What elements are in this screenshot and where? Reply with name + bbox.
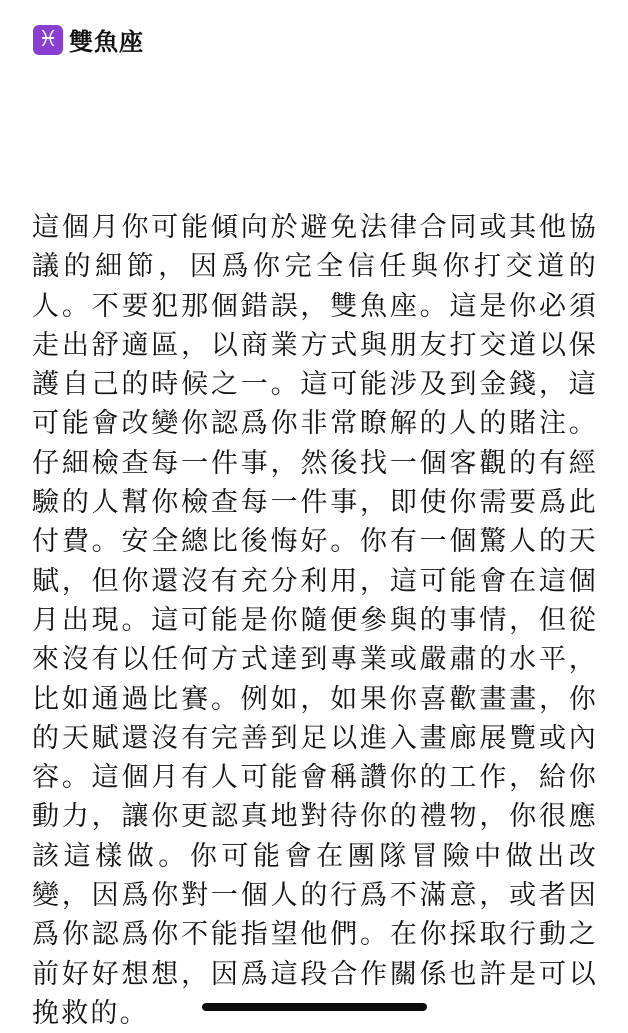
home-indicator[interactable]	[202, 1003, 427, 1011]
pisces-icon: ♓	[33, 25, 63, 55]
page-title: 雙魚座	[69, 28, 144, 56]
header	[33, 22, 144, 57]
horoscope-body-text: 這個月你可能傾向於避免法律合同或其他協議的細節，因爲你完全信任與你打交道的人。不要犯那個錯誤，雙魚座。這是你必須走出舒適區，以商業方式與朋友打交道以保護自己的時候之一。這可能涉及到金錢，這可能會改變你認爲你非常瞭解的人的賭注。仔細檢查每一件事，然後找一個客觀的有經驗的人幫你檢查每一件事，即使你需要爲此付費。安全總比後悔好。你有一個驚人的天賦，但你還沒有充分利用，這可能會在這個月出現。這可能是你隨便參與的事情，但從來沒有以任何方式達到專業或嚴肅的水平，比如通過比賽。例如，如果你喜歡畫畫，你的天賦還沒有完善到足以進入畫廊展覽或內容。這個月有人可能會稱讚你的工作，給你動力，讓你更認真地對待你的禮物，你很應該這樣做。你可能會在團隊冒險中做出改變，因爲你對一個人的行爲不滿意，或者因爲你認爲你不能指望他們。在你採取行動之前好好想想，因爲這段合作關係也許是可以挽救的。	[32, 212, 598, 1029]
